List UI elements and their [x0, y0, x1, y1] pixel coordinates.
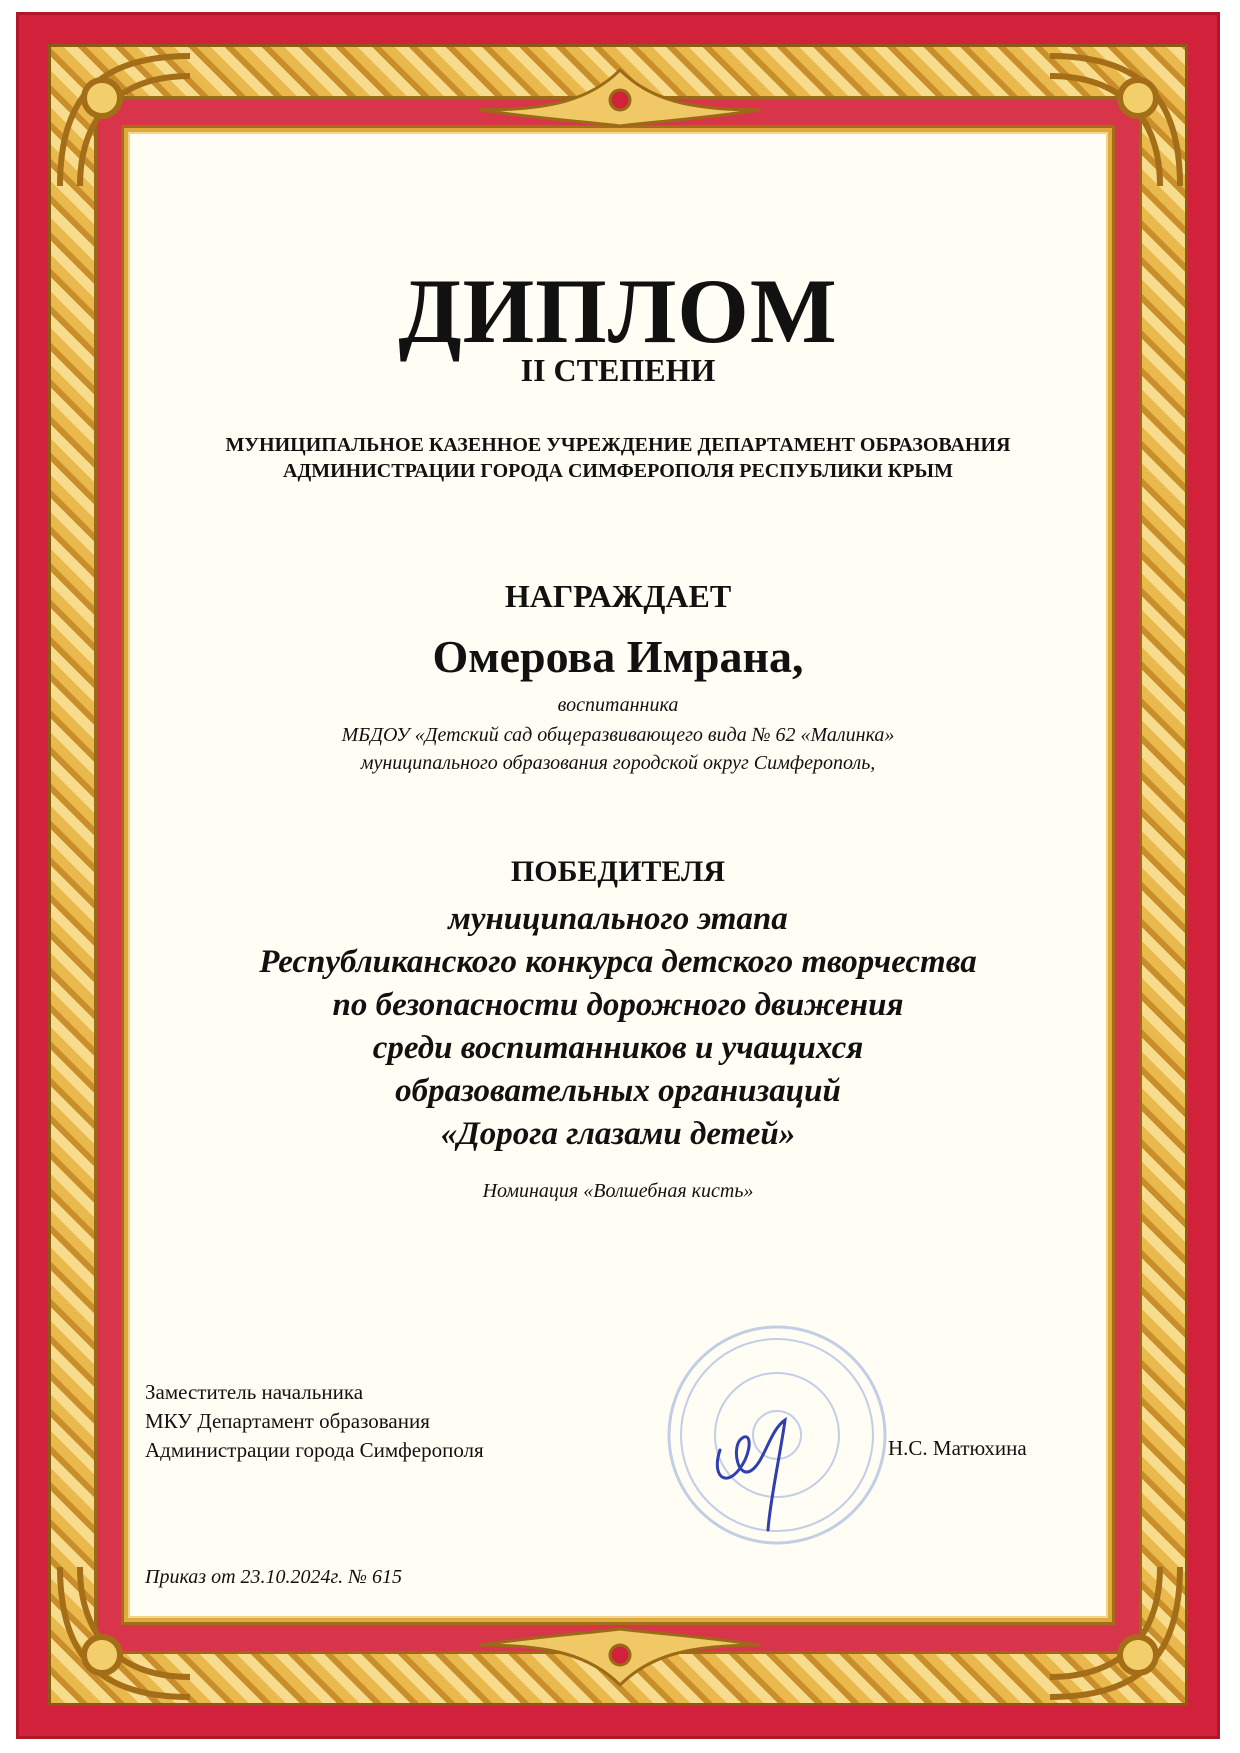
awards-heading: НАГРАЖДАЕТ: [504, 578, 732, 614]
winner-heading: ПОБЕДИТЕЛЯ: [510, 855, 726, 888]
recipient-role: воспитанника: [557, 694, 679, 716]
organization-line: МУНИЦИПАЛЬНОЕ КАЗЕННОЕ УЧРЕЖДЕНИЕ ДЕПАРТАМЕНТ ОБРАЗОВАНИЯ: [225, 434, 1011, 456]
diploma-title: ДИПЛОМ: [398, 260, 838, 362]
institution-line: МБДОУ «Детский сад общеразвивающего вида № 62 «Малинка»: [341, 724, 895, 746]
contest-line: по безопасности дорожного движения: [332, 987, 904, 1023]
top-ornament-icon: [420, 60, 820, 130]
contest-line: среди воспитанников и учащихся: [372, 1030, 864, 1066]
issuing-organization: [124, 432, 1112, 484]
contest-line: «Дорога глазами детей»: [440, 1116, 796, 1152]
signer-name: Н.С. Матюхина: [888, 1436, 1027, 1460]
contest-line: Республиканского конкурса детского творчества: [259, 944, 977, 980]
signer-title-line: Заместитель начальника: [145, 1380, 364, 1404]
nomination: Номинация «Волшебная кисть»: [482, 1180, 754, 1202]
signer-title-line: МКУ Департамент образования: [145, 1409, 430, 1433]
order-reference: Приказ от 23.10.2024г. № 615: [145, 1566, 402, 1588]
diploma-degree: II СТЕПЕНИ: [520, 352, 716, 388]
contest-line: муниципального этапа: [448, 901, 788, 937]
recipient-name: Омерова Имрана,: [432, 631, 804, 682]
organization-line: АДМИНИСТРАЦИИ ГОРОДА СИМФЕРОПОЛЯ РЕСПУБЛИКИ КРЫМ: [283, 460, 953, 482]
signer-title: [145, 1378, 484, 1465]
bottom-ornament-icon: [420, 1625, 820, 1695]
contest-description: [124, 898, 1112, 1156]
signer-title-line: Администрации города Симферополя: [145, 1438, 484, 1462]
institution-line: муниципального образования городской округ Симферополь,: [360, 752, 876, 774]
contest-line: образовательных организаций: [395, 1073, 841, 1109]
signature-icon: [690, 1390, 830, 1540]
